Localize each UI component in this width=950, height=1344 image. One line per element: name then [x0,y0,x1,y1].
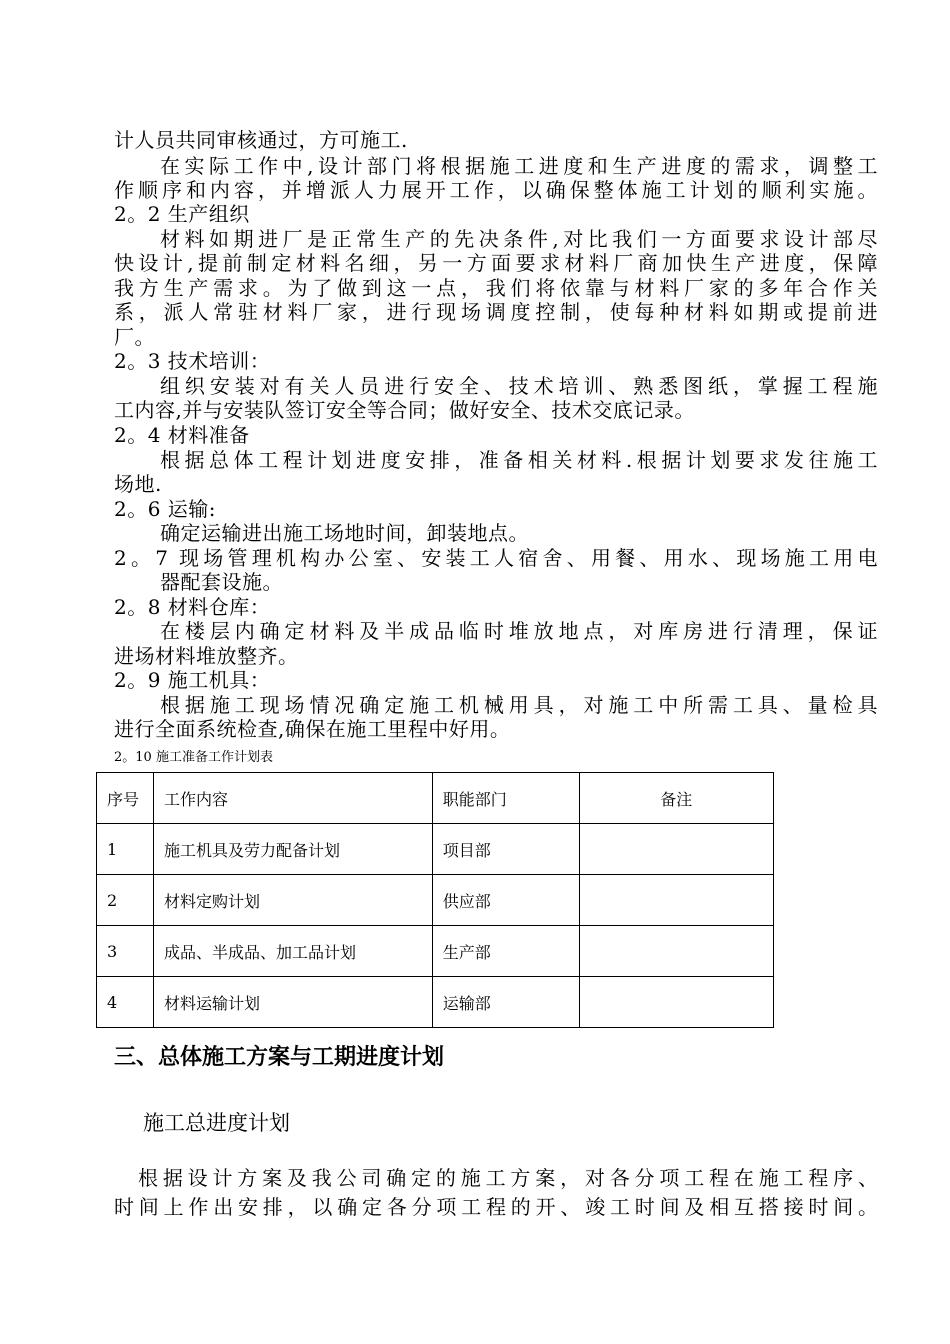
header-cell: 工作内容 [153,773,432,824]
table-cell [579,926,774,977]
body-line: 在实际工作中,设计部门将根据施工进度和生产进度的需求，调整工 [160,154,878,178]
body-line: 系，派人常驻材料厂家，进行现场调度控制，使每种材料如期或提前进 [114,300,878,324]
body-line: 确定运输进出施工场地时间，卸装地点。 [160,521,529,545]
body-line: 在楼层内确定材料及半成品临时堆放地点，对库房进行清理，保证 [160,619,878,643]
table-row [97,926,774,977]
body-line: 场地. [114,472,162,496]
section-heading-2-6: 2。6 运输: [114,497,217,521]
section-heading-2-9: 2。9 施工机具： [114,668,271,692]
subheading: 施工总进度计划 [143,1111,290,1135]
body-line: 我方生产需求。为了做到这一点，我们将依靠与材料厂家的多年合作关 [114,276,878,300]
header-cell: 备注 [579,773,774,824]
paragraph-line: 根据设计方案及我公司确定的施工方案，对各分项工程在施工程序、 [138,1166,878,1190]
table-header-row [97,773,774,824]
table-cell: 材料定购计划 [153,875,432,926]
table-cell: 1 [97,824,154,875]
table-cell [579,875,774,926]
body-line: 材料如期进厂是正常生产的先决条件,对比我们一方面要求设计部尽 [160,227,878,251]
table-cell [579,824,774,875]
table-cell: 材料运输计划 [153,977,432,1028]
table-cell [579,977,774,1028]
body-line: 快设计,提前制定材料名细，另一方面要求材料厂商加快生产进度，保障 [114,251,878,275]
table-cell: 4 [97,977,154,1028]
table-cell: 生产部 [432,926,579,977]
preparation-plan-table [96,772,774,1028]
section-heading-2-3: 2。3 技术培训： [114,349,271,373]
body-line: 组织安装对有关人员进行安全、技术培训、熟悉图纸，掌握工程施 [160,374,878,398]
body-line: 作顺序和内容，并增派人力展开工作，以确保整体施工计划的顺利实施。 [114,178,878,202]
table-cell: 成品、半成品、加工品计划 [153,926,432,977]
header-cell: 序号 [97,773,154,824]
section-heading-2-7: 2。7 现场管理机构办公室、安装工人宿舍、用餐、用水、现场施工用电 [114,546,878,570]
table-cell: 2 [97,875,154,926]
table-cell: 供应部 [432,875,579,926]
section-heading-2-8: 2。8 材料仓库： [114,595,271,619]
body-line: 根据施工现场情况确定施工机械用具，对施工中所需工具、量检具 [160,693,878,717]
body-line: 器配套设施。 [160,570,283,594]
table-cell: 项目部 [432,824,579,875]
body-line: 进行全面系统检查,确保在施工里程中好用。 [114,717,511,741]
paragraph-line: 时间上作出安排，以确定各分项工程的开、竣工时间及相互搭接时间。 [114,1195,878,1219]
table-caption: 2。10 施工准备工作计划表 [114,750,273,765]
table-row [97,875,774,926]
body-line: 厂。 [114,325,155,349]
table-row [97,977,774,1028]
body-line: 根据总体工程计划进度安排，准备相关材料.根据计划要求发往施工 [160,448,878,472]
header-cell: 职能部门 [432,773,579,824]
body-line: 工内容,并与安装队签订安全等合同；做好安全、技术交底记录。 [114,398,695,422]
table-cell: 运输部 [432,977,579,1028]
body-line: 进场材料堆放整齐。 [114,644,299,668]
chapter-heading: 三、总体施工方案与工期进度计划 [114,1045,445,1070]
body-line: 计人员共同审核通过，方可施工. [114,128,408,152]
section-heading-2-2: 2。2 生产组织 [114,202,250,226]
table-row [97,824,774,875]
table-cell: 3 [97,926,154,977]
table-cell: 施工机具及劳力配备计划 [153,824,432,875]
section-heading-2-4: 2。4 材料准备 [114,423,250,447]
